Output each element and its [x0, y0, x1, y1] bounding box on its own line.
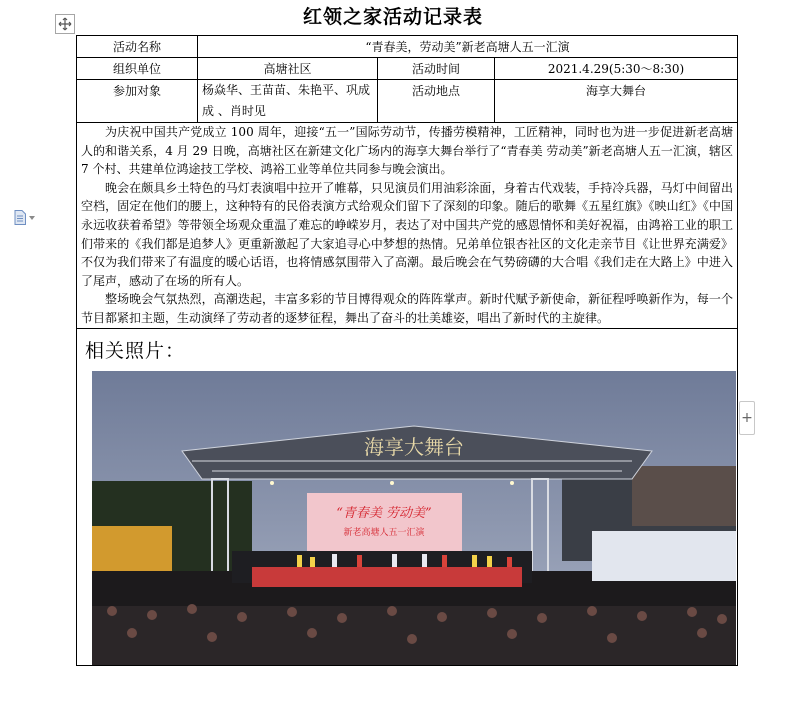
document-icon [14, 210, 26, 225]
place-label: 活动地点 [378, 80, 495, 123]
place-value[interactable]: 海享大舞台 [495, 80, 738, 123]
activity-name-value[interactable]: “青春美，劳动美”新老高塘人五一汇演 [198, 36, 738, 58]
event-photo[interactable] [92, 371, 736, 665]
org-value[interactable]: 高塘社区 [198, 58, 378, 80]
photos-cell[interactable] [77, 328, 738, 665]
stage-banner [307, 493, 462, 551]
activity-record-table [76, 35, 738, 666]
description-paragraph-1: 为庆祝中国共产党成立 100 周年，迎接“五一”国际劳动节，传播劳模精神，工匠精神，同时也为进一步促进新老高塘人的和谐关系，4 月 29 日晚，高塘社区在新建文化广场内的海享大舞台举行了“青春美 劳动美”新老高塘人五一汇演，辖区 7 个村、共建单位鸿途技工学校、鸿裕工业等单位共同参与晚会演出。 [81, 125, 733, 177]
banner-subtitle: 新老高塘人五一汇演 [343, 527, 425, 538]
org-label: 组织单位 [77, 58, 198, 80]
banner-title: “青春美 劳动美” [336, 505, 432, 521]
plus-icon: + [741, 410, 753, 426]
time-label: 活动时间 [378, 58, 495, 80]
description-paragraph-2: 晚会在颇具乡土特色的马灯表演唱中拉开了帷幕，只见演员们用油彩涂面，身着古代戏装，手持冷兵器，马灯中间留出空档，固定在他们的腰上，这种特有的民俗表演方式给观众们留下了深刻的印象。随后的歌舞《五星红旗》《映山红》《中国永远收获着希望》等带领全场观众重温了难忘的峥嵘岁月，表达了对中国共产党的感恩情怀和美好祝福，由鸿裕工业的职工们带来的《我们都是追梦人》更重新激起了大家追寻心中梦想的热情。兄弟单位银杏社区的文化走亲节目《让世界充满爱》不仅为我们带来了有温度的暖心话语，也将情感氛围带入了高潮。最后晚会在气势磅礴的大合唱《我们走在大路上》中进入了尾声，感动了在场的所有人。 [81, 180, 733, 288]
chevron-down-icon [29, 216, 35, 220]
add-row-button[interactable] [739, 401, 755, 435]
stage-photo-illustration [92, 371, 736, 665]
activity-description[interactable] [77, 123, 738, 329]
photos-heading: 相关照片： [85, 339, 186, 362]
document-options[interactable] [14, 210, 35, 225]
activity-name-label: 活动名称 [77, 36, 198, 58]
stage-roof-text: 海享大舞台 [364, 434, 464, 459]
time-value[interactable]: 2021.4.29(5:30～8:30) [495, 58, 738, 80]
participants-label: 参加对象 [77, 80, 198, 123]
description-paragraph-3: 整场晚会气氛热烈，高潮迭起，丰富多彩的节目博得观众的阵阵掌声。新时代赋予新使命，新征程呼唤新作为，每一个节目都紧扣主题，生动演绎了劳动者的逐梦征程，舞出了奋斗的壮美雄姿，唱出了新时代的主旋律。 [81, 292, 733, 325]
document-title: 红领之家活动记录表 [302, 6, 483, 28]
participants-value[interactable]: 杨焱华、王苗苗、朱艳平、巩成成 、肖时见 [198, 80, 378, 123]
